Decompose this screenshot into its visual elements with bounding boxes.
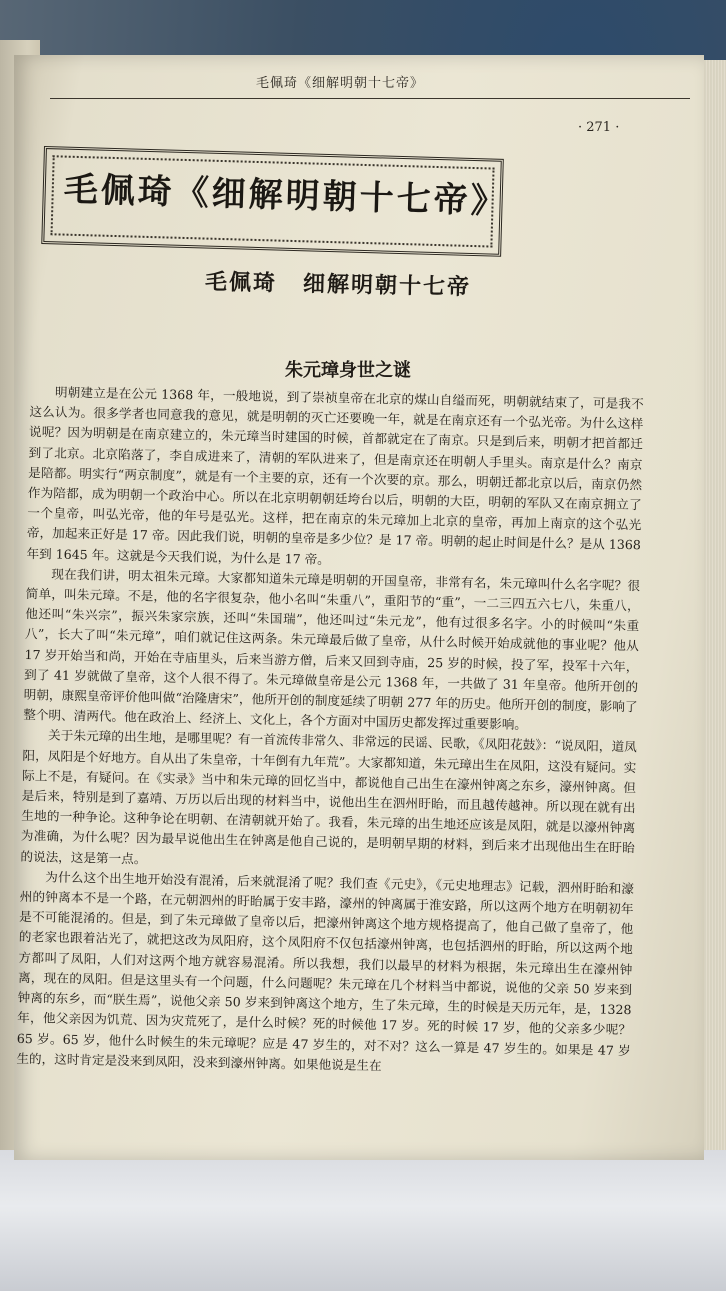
book-subtitle: 细解明朝十七帝 (302, 271, 472, 301)
paragraph: 为什么这个出生地开始没有混淆，后来就混淆了呢？我们查《元史》，《元史地理志》记载，泗州盱眙和濠州的钟离本不是一个路，在元朝泗州的盱眙属于安丰路，濠州的钟离属于淮安路，所以这两个地方在明朝初年是不可能混淆的。但是，到了朱元璋做了皇帝以后，把濠州钟离这个地方规格提高了，他自己做了皇帝了，他的老家也跟着沾光了，就把这改为凤阳府，这个凤阳府不仅包括濠州钟离，也包括泗州的盱眙，所以这两个地方都叫了凤阳，人们对这两个地方就容易混淆。所以我想，我们以最早的材料为根据，朱元璋出生在濠州钟离，现在的凤阳。但是这里头有一个问题，什么问题呢？朱元璋在几个材料当中都说，说他的父亲 50 岁来到钟离的东乡，而“朕生焉”，说他父亲 50 岁来到钟离这个地方，生了朱元璋，生的时候是天历元年，是，1328 年，他父亲因为饥荒、因为灾荒死了，是什么时候？死的时候他 17 岁。死的时候 17 岁，他的父亲多少呢？65 岁。65 岁，他什么时候生的朱元璋呢？应是 47 岁生的，对不对？这么一算是 47 岁生的。如果是 47 岁生的，这时肯定是没来到凤阳，没来到濠州钟离。如果他说是生在 (16, 869, 635, 1073)
running-head: 毛佩琦《细解明朝十七帝》 (255, 76, 424, 91)
body-text (16, 382, 644, 1081)
author-name: 毛佩琦 (204, 269, 278, 297)
paragraph: 明朝建立是在公元 1368 年，一般地说，到了崇祯皇帝在北京的煤山自缢而死，明朝就结束了，可是我不这么认为。很多学者也同意我的意见，就是明朝的灭亡还要晚一年，就是在南京还有一个弘光帝。为什么这样说呢？因为明朝是在南京建立的，朱元璋当时建国的时候，首都就定在了南京。只是到后来，明朝才把首都迁到了北京。北京陷落了，李自成进来了，清朝的军队进来了，但是南京还在明朝人手里头。南京是什么？南京是陪都。明实行“两京制度”，就是有一个主要的京，还有一个次要的京。那么，明朝迁都北京以后，南京仍然作为陪都，成为明朝一个政治中心。所以在北京明朝朝廷垮台以后，明朝的大臣，明朝的军队又在南京拥立了一个皇帝，叫弘光帝，他的年号是弘光。这样，把在南京的朱元璋加上北京的皇帝，再加上南京的这个弘光帝，加起来正好是 17 帝。因此我们说，明朝的皇帝是多少位？是 17 帝。明朝的起止时间是什么？是从 1368 年到 1645 年。这就是今天我们说，为什么是 17 帝。 (26, 384, 644, 567)
paragraph: 关于朱元璋的出生地，是哪里呢？有一首流传非常久、非常远的民谣、民歌，《凤阳花鼓》：“说凤阳，道凤阳，凤阳是个好地方。自从出了朱皇帝，十年倒有九年荒”。大家都知道，朱元璋出生在凤阳，这没有疑问。实际上不是，有疑问。在《实录》当中和朱元璋的回忆当中，都说他自己出生在濠州钟离之东乡，濠州钟离。但是后来，特别是到了嘉靖、万历以后出现的材料当中，说他出生在泗州盱眙，而且越传越神。所以现在就有出生地的一种争论。这种争论在明朝、在清朝就开始了。我看，朱元璋的出生地还应该是凤阳，就是以濠州钟离为准确，为什么呢？因为最早说他出生在钟离是他自己说的，是明朝早期的材料，到后来才出现他出生在盱眙的说法，这是第一点。 (20, 727, 637, 867)
bottom-cloth (0, 1150, 726, 1291)
framed-title: 毛佩琦《细解明朝十七帝》 (63, 169, 509, 222)
title-frame (41, 146, 509, 257)
paragraph: 现在我们讲，明太祖朱元璋。大家都知道朱元璋是明朝的开国皇帝，非常有名，朱元璋叫什么名字呢？很简单，叫朱元璋。不是，他的名字很复杂，他小名叫“朱重八”，重阳节的“重”，一二三四五六七八，朱重八，他还叫“朱兴宗”，振兴朱家宗族，还叫“朱国瑞”，他还叫过“朱元龙”，他有过很多名字。小的时候叫“朱重八”，长大了叫“朱元璋”，咱们就记住这两条。朱元璋最后做了皇帝，从什么时候开始成就他的事业呢？他从 17 岁开始当和尚，开始在寺庙里头，后来当游方僧，后来又回到寺庙，25 岁的时候，投了军，投军十六年，到了 41 岁就做了皇帝，这个人很不得了。朱元璋做皇帝是公元 1368 年，一共做了 31 年皇帝。他所开创的明朝，康熙皇帝评价他叫做“治隆唐宋”，他所开创的制度延续了明朝 277 年的历史。他所开创的制度，影响了整个明、清两代。他在政治上、经济上、文化上，各个方面对中国历史都发挥过重要影响。 (23, 566, 641, 733)
page-number: · 271 · (578, 120, 620, 135)
header-rule (50, 98, 690, 99)
section-title: 朱元璋身世之谜 (285, 360, 411, 381)
chapter-heading (205, 265, 506, 302)
